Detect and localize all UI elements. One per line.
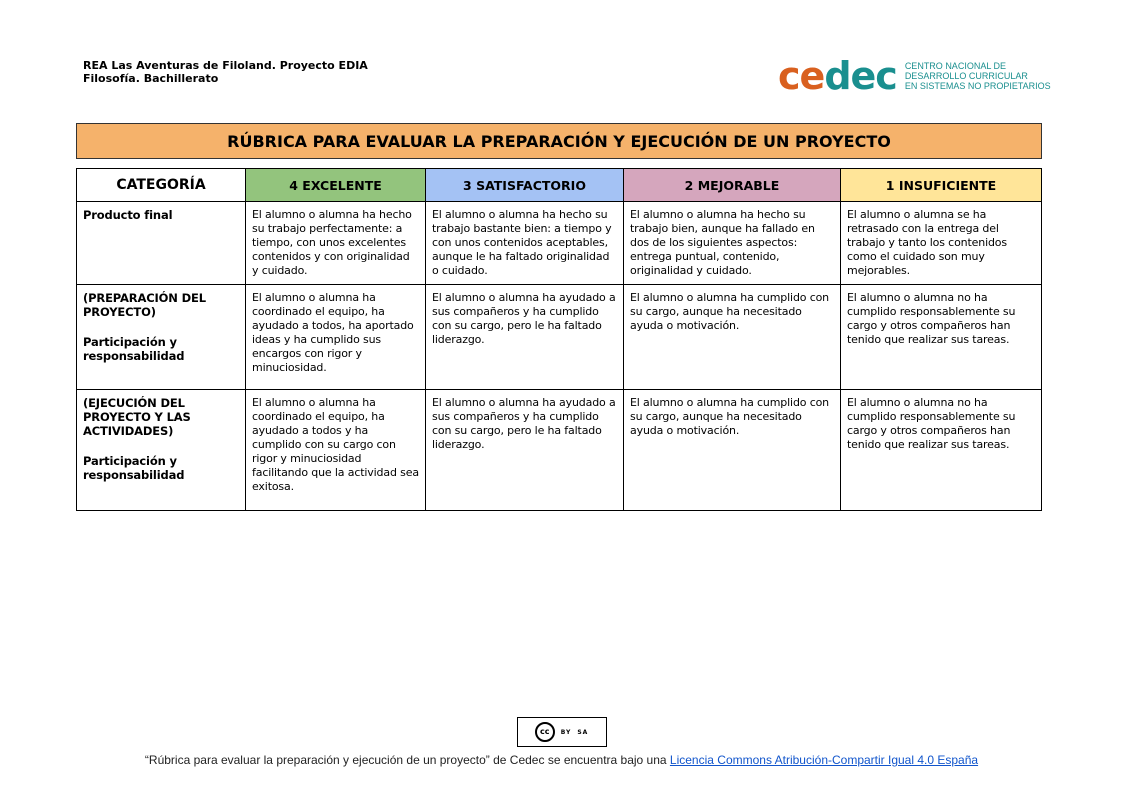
rubric-title: RÚBRICA PARA EVALUAR LA PREPARACIÓN Y EJECUCIÓN DE UN PROYECTO — [76, 123, 1042, 159]
table-row — [77, 202, 1042, 285]
logo-word-part-2: dec — [824, 54, 897, 98]
logo-word — [778, 56, 897, 96]
logo-sub-line-3: EN SISTEMAS NO PROPIETARIOS — [904, 81, 1051, 91]
cell-satisfactorio: El alumno o alumna ha ayudado a sus compañeros y ha cumplido con su cargo, pero le ha faltado liderazgo. — [426, 285, 624, 390]
table-row — [77, 285, 1042, 390]
cc-by-sa-badge[interactable] — [517, 717, 607, 747]
rubric-table — [76, 168, 1042, 511]
category-cell — [77, 285, 246, 390]
document-header — [83, 59, 368, 85]
license-link[interactable]: Licencia Commons Atribución-Compartir Igual 4.0 España — [669, 753, 979, 767]
cell-mejorable: El alumno o alumna ha cumplido con su cargo, aunque ha necesitado ayuda o motivación. — [624, 285, 841, 390]
cc-sa-label: SA — [577, 728, 589, 736]
cell-insuficiente: El alumno o alumna se ha retrasado con la entrega del trabajo y tanto los contenidos como el cuidado son muy mejorables. — [841, 202, 1042, 285]
header-categoria: CATEGORÍA — [77, 169, 246, 202]
cell-excelente: El alumno o alumna ha coordinado el equipo, ha ayudado a todos y ha cumplido con su cargo con rigor y minuciosidad facilitando que la actividad sea exitosa. — [246, 390, 426, 511]
cell-mejorable: El alumno o alumna ha hecho su trabajo bien, aunque ha fallado en dos de los siguientes aspectos: entrega puntual, contenido, originalidad y cuidado. — [624, 202, 841, 285]
category-subtitle: Participación y responsabilidad — [83, 454, 185, 482]
logo-word-part-1: ce — [778, 54, 825, 98]
category-title: Producto final — [83, 208, 173, 222]
category-cell — [77, 390, 246, 511]
cedec-logo — [778, 56, 1051, 96]
cell-mejorable: El alumno o alumna ha cumplido con su cargo, aunque ha necesitado ayuda o motivación. — [624, 390, 841, 511]
header-mejorable: 2 MEJORABLE — [624, 169, 841, 202]
logo-sub-line-2: DESARROLLO CURRICULAR — [904, 71, 1028, 81]
cell-insuficiente: El alumno o alumna no ha cumplido responsablemente su cargo y otros compañeros han tenido que realizar sus tareas. — [841, 285, 1042, 390]
cc-icon: cc — [535, 722, 555, 742]
cell-satisfactorio: El alumno o alumna ha ayudado a sus compañeros y ha cumplido con su cargo, pero le ha faltado liderazgo. — [426, 390, 624, 511]
cell-excelente: El alumno o alumna ha hecho su trabajo perfectamente: a tiempo, con unos excelentes contenidos y con originalidad y cuidado. — [246, 202, 426, 285]
license-footer — [0, 717, 1123, 747]
header-excelente: 4 EXCELENTE — [246, 169, 426, 202]
header-row — [77, 169, 1042, 202]
category-title: (PREPARACIÓN DEL PROYECTO) — [83, 291, 206, 319]
table-row — [77, 390, 1042, 511]
header-line-1: REA Las Aventuras de Filoland. Proyecto EDIA — [83, 59, 368, 72]
header-line-2: Filosofía. Bachillerato — [83, 72, 219, 85]
cc-by-label: BY — [560, 728, 572, 736]
cell-insuficiente: El alumno o alumna no ha cumplido responsablemente su cargo y otros compañeros han tenido que realizar sus tareas. — [841, 390, 1042, 511]
license-statement: “Rúbrica para evaluar la preparación y ejecución de un proyecto” de Cedec se encuentra bajo una — [144, 753, 667, 767]
category-cell — [77, 202, 246, 285]
logo-sub-line-1: CENTRO NACIONAL DE — [904, 61, 1006, 71]
cell-excelente: El alumno o alumna ha coordinado el equipo, ha ayudado a todos, ha aportado ideas y ha cumplido sus encargos con rigor y minuciosidad. — [246, 285, 426, 390]
category-subtitle: Participación y responsabilidad — [83, 335, 185, 363]
cell-satisfactorio: El alumno o alumna ha hecho su trabajo bastante bien: a tiempo y con unos contenidos aceptables, aunque le ha faltado originalidad o cuidado. — [426, 202, 624, 285]
header-insuficiente: 1 INSUFICIENTE — [841, 169, 1042, 202]
license-text — [0, 753, 1123, 767]
category-title: (EJECUCIÓN DEL PROYECTO Y LAS ACTIVIDADES) — [83, 396, 191, 438]
header-satisfactorio: 3 SATISFACTORIO — [426, 169, 624, 202]
logo-subtitle — [905, 61, 1051, 91]
